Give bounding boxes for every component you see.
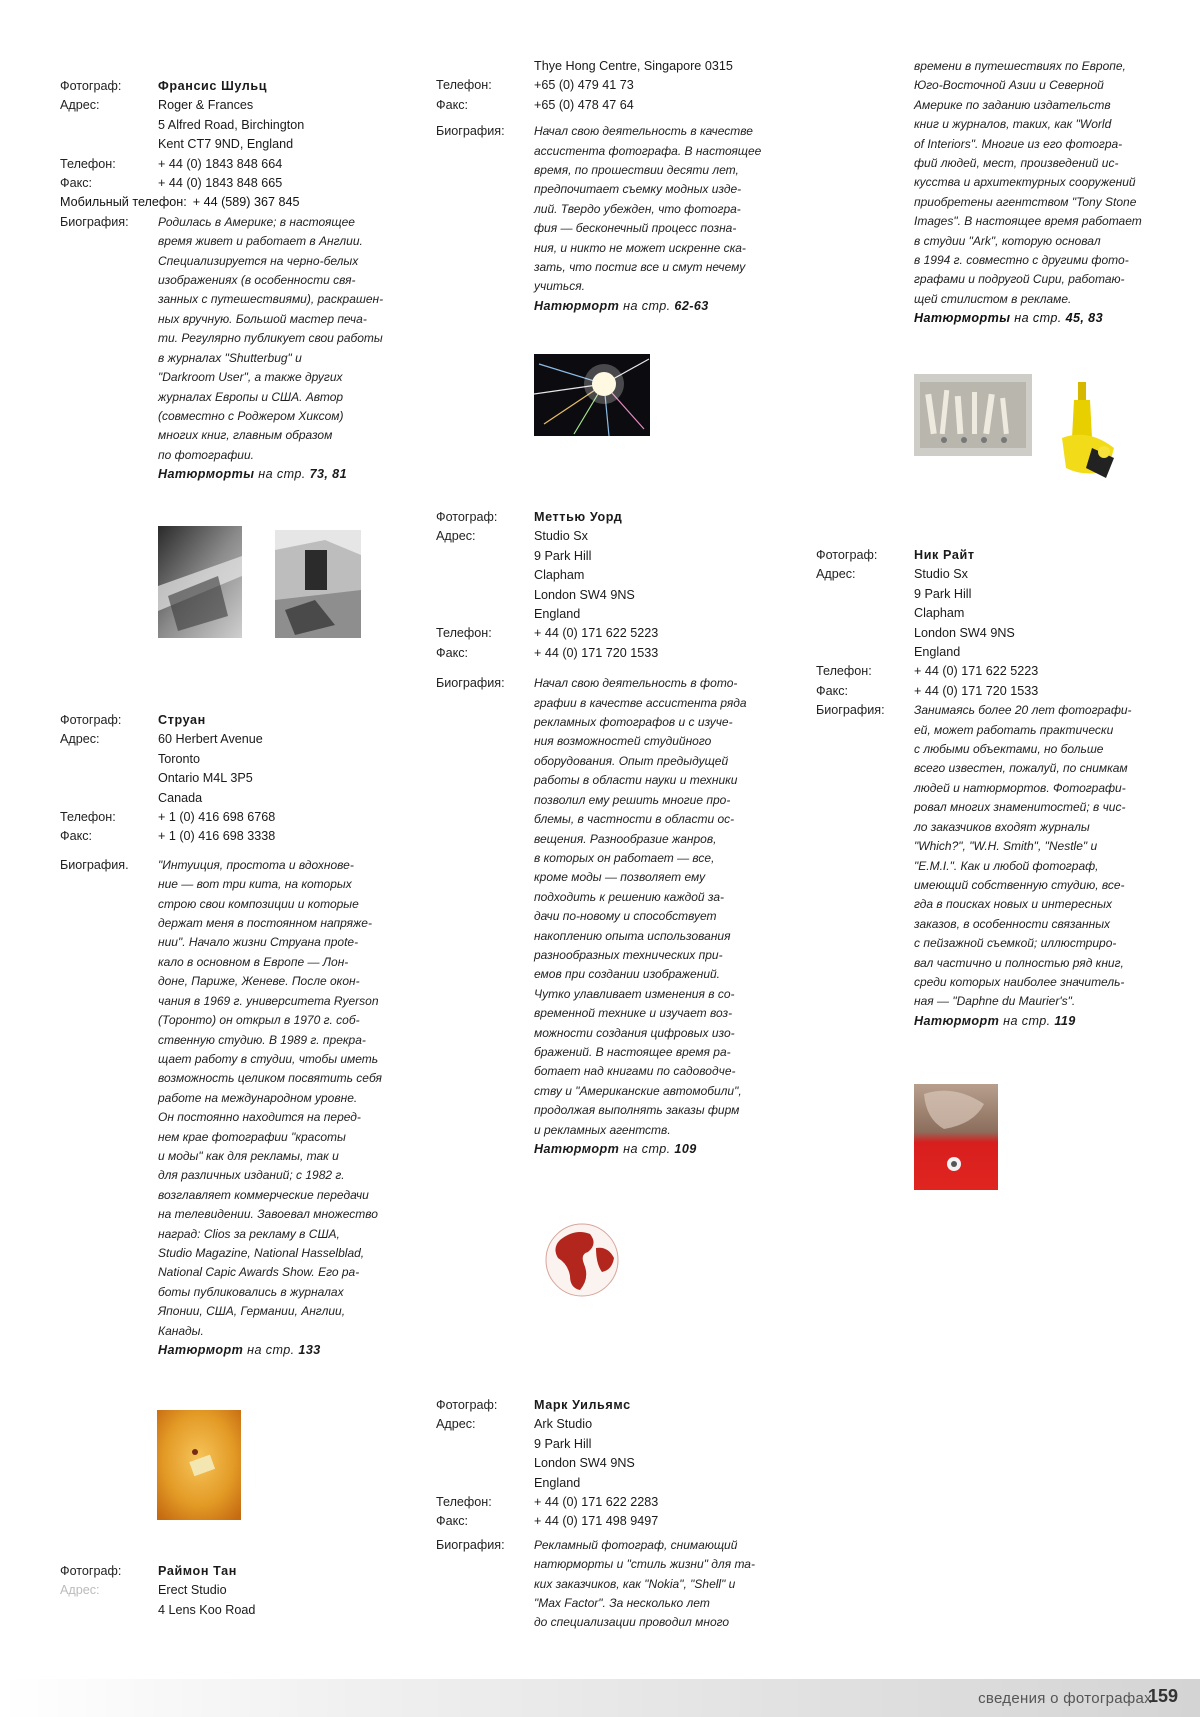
footer-section-title: сведения о фотографах (978, 1690, 1152, 1707)
photo-struan (157, 1410, 241, 1520)
page-number: 159 (1147, 1686, 1178, 1706)
entry-raymond-tan-continued (436, 57, 776, 316)
entry-mark-williams-continued (914, 57, 1154, 329)
bio-label: Биография: (436, 676, 505, 691)
address-label: Адрес: (60, 1583, 100, 1598)
ref-pages: 73, 81 (309, 467, 347, 482)
photo-williams-2 (1058, 378, 1116, 486)
ref-pages: 62-63 (674, 298, 709, 313)
phone-label: Телефон: (436, 78, 492, 93)
photographer-name: Ник Райт (914, 548, 975, 562)
address-value: Studio Sx 9 Park Hill Clapham London SW4 9NS England (534, 529, 635, 622)
still-life-reference (914, 1012, 1156, 1031)
ref-mid: на стр. (1014, 311, 1062, 326)
mobile-label: Мобильный телефон: (60, 195, 187, 210)
photo-williams-1 (914, 374, 1032, 456)
still-life-reference (534, 1140, 776, 1159)
bio-text-continued: времени в путешествиях по Европе, Юго-Восточной Азии и Северной Америке по заданию издательств книг и журналов, таких, как "World of Interiors". Многие из его фотогра- фий людей, мест, произведений ис- кусства и архитектурных сооружений приобретены агентством "Tony Stone Images". В настоящее время работает в студии "Ark", которую основал в 1994 г. совместно с другими фото- графами и подругой Сири, работаю- щей стилистом в рекламе. (914, 59, 1142, 306)
address-continued: Thye Hong Centre, Singapore 0315 (534, 59, 733, 73)
address-label: Адрес: (436, 529, 476, 544)
entry-struan (60, 711, 400, 1360)
photo-tan (534, 354, 650, 436)
ref-mid: на стр. (623, 1142, 671, 1156)
address-value: 60 Herbert Avenue Toronto Ontario M4L 3P5 Canada (158, 732, 263, 805)
phone-label: Телефон: (60, 156, 116, 171)
bio-label: Биография: (60, 214, 129, 229)
ref-pages: 133 (298, 1343, 321, 1357)
photo-schultz-2 (275, 530, 361, 638)
bio-text: Рекламный фотограф, снимающий натюрморты и "стиль жизни" для та- ких заказчиков, как "Nokia", "Shell" и "Max Factor". За несколько лет до специализации проводил много (534, 1537, 755, 1630)
bio-text: Начал свою деятельность в фото- графии в качестве ассистента ряда рекламных фотографов и с изуче- ния возможностей студийного оборудования. Опыт предыдущей работы в области науки и техники позволил ему решить многие про- блемы, в частности в области ос- вещения. Разнообразие жанров, в которых он работает — все, кроме моды — позволяет ему подходить к решению каждой за- дачи по-новому и способствует накоплению опыта использования разнообразных технических при- емов при создании изображений. Чутко улавливает изменения в со- временной технике и изучает воз- можности создания цифровых изо- бражений. В настоящее время ра- ботает над книгами по садоводче- ству и "Американские автомобили", продолжая выполнять заказы фирм и рекламных агентств. (534, 676, 747, 1137)
photo-wright (914, 1084, 998, 1190)
fax-label: Факс: (816, 683, 849, 698)
bio-label: Биография. (60, 857, 129, 872)
bio-label: Биография: (436, 1537, 505, 1552)
ref-label: Натюрморты (914, 311, 1011, 326)
photographer-label: Фотограф: (60, 713, 122, 727)
ref-pages: 109 (674, 1142, 697, 1156)
photographer-label: Фотограф: (436, 1398, 498, 1412)
ref-pages: 119 (1054, 1013, 1076, 1028)
photographer-label: Фотограф: (60, 1564, 122, 1578)
fax-value: + 44 (0) 1843 848 665 (158, 176, 283, 191)
phone-value: +65 (0) 479 41 73 (534, 78, 634, 93)
address-label: Адрес: (60, 98, 100, 113)
photographer-name: Меттью Уорд (534, 510, 623, 524)
entry-matthew-ward (436, 508, 776, 1159)
address-value: Erect Studio 4 Lens Koo Road (158, 1583, 256, 1617)
ref-label: Натюрморт (914, 1013, 1000, 1028)
ref-mid: на стр. (247, 1343, 295, 1357)
bio-text: "Интуиция, простота и вдохнове- ние — вот три кита, на которых строю свои композиции и которые держат меня в постоянном напряже- нии". Начало жизни Струана прote- кало в основном в Европе — Лон- доне, Париже, Женеве. После окон- чания в 1969 г. университета Ryerson (Торонто) он открыл в 1970 г. соб- ственную студию. В 1989 г. прекра- щает работу в студии, чтобы иметь возможность целиком посвятить себя работе на международном уровне. Он постоянно находится на перед- нем крае фотографии "красоты и моды" как для рекламы, так и для различных изданий; с 1982 г. возглавляет коммерческие передачи на телевидении. Завоевал множество наград: Clios за рекламу в США, Studio Magazine, National Hasselblad, National Capic Awards Show. Его ра- боты публиковались в журналах Японии, США, Германии, Англии, Канады. (158, 857, 382, 1338)
entry-mark-williams (436, 1396, 776, 1633)
fax-label: Факс: (60, 176, 93, 191)
fax-value: + 44 (0) 171 720 1533 (534, 645, 659, 660)
entry-nick-wright (816, 546, 1156, 1031)
ref-label: Натюрморт (534, 1142, 620, 1156)
bio-text: Родилась в Америке; в настоящее время живет и работает в Англии. Специализируется на черно-белых изображениях (в особенности свя- занных с путешествиями), раскрашен- ных вручную. Большой мастер печа- ти. Регулярно публикует свои работы в журналах "Shutterbug" и "Darkroom User", а также других журналах Европы и США. Автор (совместно с Роджером Хиксом) многих книг, главным образом по фотографии. (158, 214, 384, 462)
fax-value: +65 (0) 478 47 64 (534, 97, 634, 112)
bio-text: Занимаясь более 20 лет фотографи- ей, может работать практически с любыми объектами, но больше всего известен, пожалуй, по снимкам людей и натюрмортов. Фотографи- ровал многих знаменитостей; в чис- ло заказчиков входят журналы "Which?", "W.H. Smith", "Nestle" и "E.M.I.". Как и любой фотограф, имеющий собственную студию, все- гда в поисках новых и интересных заказов, в особенности связанных с пейзажной съемкой; иллюстриро- вал частично и полностью ряд книг, среди которых наиболее значитель- ная — "Daphne du Maurier's". (914, 703, 1132, 1009)
phone-label: Телефон: (436, 626, 492, 641)
ref-mid: на стр. (258, 467, 306, 482)
bio-label: Биография: (436, 124, 505, 139)
photo-schultz-1 (158, 526, 242, 638)
photographer-name: Марк Уильямс (534, 1398, 631, 1412)
ref-mid: на стр. (1003, 1013, 1051, 1028)
still-life-reference (914, 309, 1154, 328)
phone-value: + 44 (0) 171 622 5223 (534, 626, 659, 641)
address-label: Адрес: (816, 567, 856, 582)
photographer-name: Струан (158, 713, 206, 727)
fax-value: + 1 (0) 416 698 3338 (158, 829, 276, 844)
ref-label: Натюрморты (158, 467, 255, 482)
fax-label: Факс: (436, 1514, 469, 1529)
photographer-label: Фотограф: (436, 510, 498, 524)
phone-label: Телефон: (816, 664, 872, 679)
phone-value: + 1 (0) 416 698 6768 (158, 810, 276, 825)
bio-text: Начал свою деятельность в качестве ассистента фотографа. В настоящее время, по прошествии десяти лет, предпочитает съемку модных изде- лий. Твердо убежден, что фотогра- фия — бесконечный процесс позна- ния, и никто не может искренне ска- зать, что постиг все и смут нечему учиться. (534, 124, 762, 294)
ref-pages: 45, 83 (1065, 311, 1103, 326)
fax-value: + 44 (0) 171 720 1533 (914, 683, 1039, 698)
phone-label: Телефон: (436, 1495, 492, 1510)
ref-label: Натюрморт (534, 298, 620, 313)
still-life-reference (158, 1341, 400, 1360)
phone-value: + 44 (0) 171 622 2283 (534, 1495, 659, 1510)
address-label: Адрес: (436, 1417, 476, 1432)
fax-label: Факс: (60, 829, 93, 844)
address-label: Адрес: (60, 732, 100, 747)
still-life-reference (158, 465, 400, 484)
bio-label: Биография: (816, 703, 885, 718)
fax-value: + 44 (0) 171 498 9497 (534, 1514, 659, 1529)
ref-mid: на стр. (623, 298, 671, 313)
address-value: Ark Studio 9 Park Hill London SW4 9NS England (534, 1417, 635, 1490)
phone-value: + 44 (0) 171 622 5223 (914, 664, 1039, 679)
photographer-name: Раймон Тан (158, 1564, 237, 1578)
photographer-label: Фотограф: (816, 548, 878, 562)
entry-francis-schultz (60, 77, 400, 485)
fax-label: Факс: (436, 97, 469, 112)
photographer-name: Франсис Шульц (158, 79, 268, 93)
phone-value: + 44 (0) 1843 848 664 (158, 156, 283, 171)
still-life-reference (534, 297, 776, 316)
address-value: Roger & Frances 5 Alfred Road, Birchington Kent CT7 9ND, England (158, 98, 305, 152)
fax-label: Факс: (436, 645, 469, 660)
photo-ward-globe (540, 1218, 624, 1302)
phone-label: Телефон: (60, 810, 116, 825)
mobile-value: + 44 (589) 367 845 (192, 195, 300, 210)
ref-label: Натюрморт (158, 1343, 244, 1357)
entry-raymond-tan (60, 1562, 400, 1620)
address-value: Studio Sx 9 Park Hill Clapham London SW4 9NS England (914, 567, 1015, 660)
photographer-label: Фотограф: (60, 79, 122, 93)
